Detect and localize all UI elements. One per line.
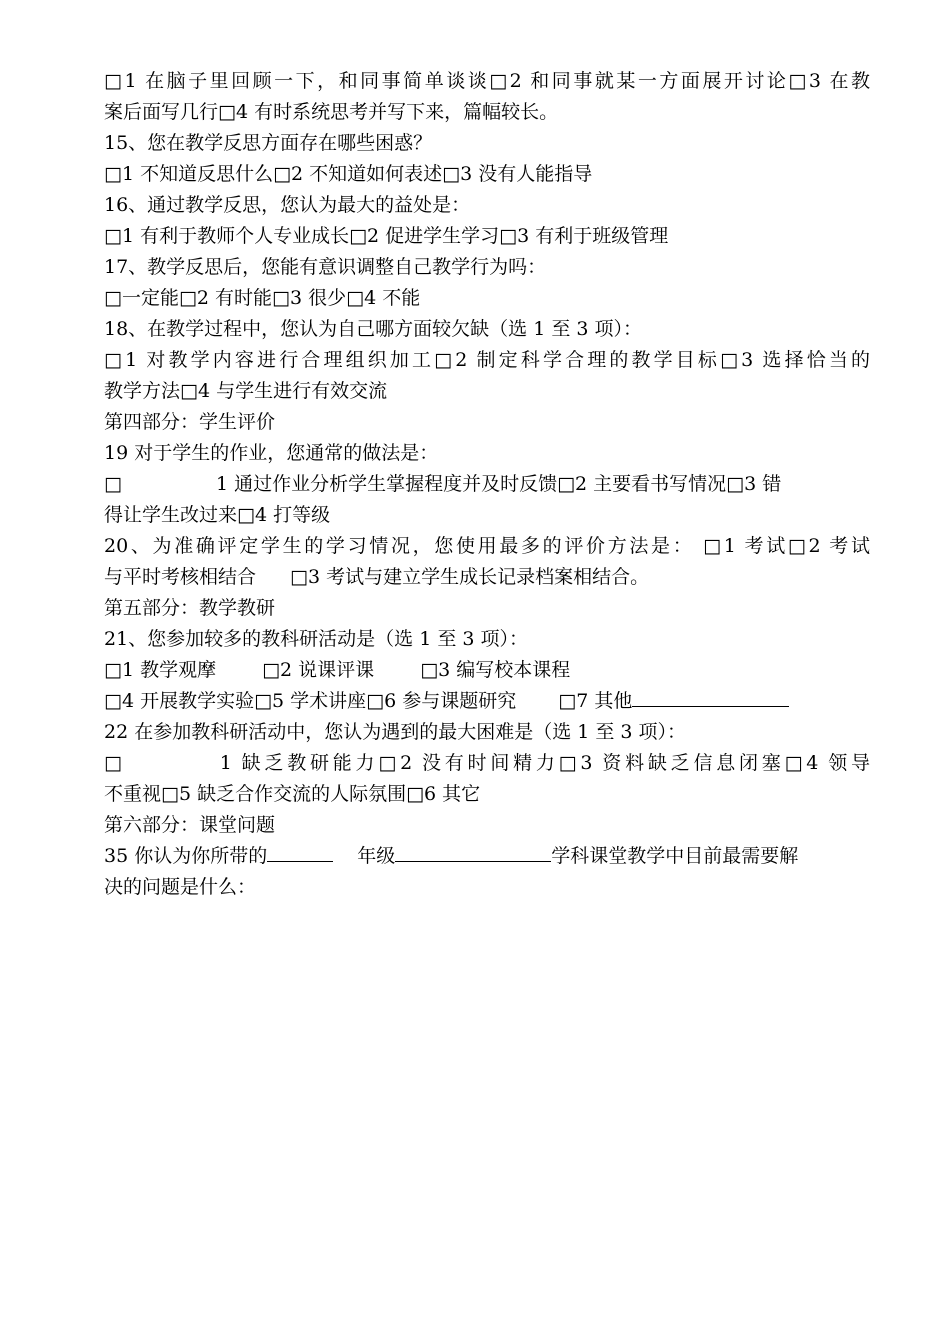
section-4-title: 第四部分：学生评价 [104,411,276,433]
option-20-2-cont: 与平时考核相结合 [104,566,257,588]
questionnaire-content [104,66,870,903]
question-18: 18、在教学过程中，您认为自己哪方面较欠缺（选 1 至 3 项）： [104,318,643,340]
grade-label: 年级 [357,845,396,867]
question-20: 20、为准确评定学生的学习情况，您使用最多的评价方法是： □1 考试□2 考试 [104,535,870,557]
question-19: 19 对于学生的作业，您通常的做法是： [104,442,439,464]
checkbox-glyph: □ [104,752,126,774]
question-21: 21、您参加较多的教科研活动是（选 1 至 3 项）： [104,628,529,650]
options-18-cont: 教学方法□4 与学生进行有效交流 [104,380,388,402]
option-21-1: □1 教学观摩 [104,659,217,681]
question-15: 15、您在教学反思方面存在哪些困惑？ [104,132,433,154]
section-6-title: 第六部分：课堂问题 [104,814,276,836]
question-35-text: 35 你认为你所带的 [104,845,268,867]
options-19 [104,469,870,500]
option-21-2: □2 说课评课 [262,659,375,681]
question-16: 16、通过教学反思，您认为最大的益处是： [104,194,471,216]
option-20-3: □3 考试与建立学生成长记录档案相结合。 [290,566,650,588]
question-35-text-cont: 学科课堂教学中目前最需要解 [551,845,799,867]
options-19-cont: 得让学生改过来□4 打等级 [104,504,331,526]
question-22: 22 在参加教科研活动中，您认为遇到的最大困难是（选 1 至 3 项）： [104,721,687,743]
options-15: □1 不知道反思什么□2 不知道如何表述□3 没有人能指导 [104,163,593,185]
subject-blank[interactable] [395,860,551,862]
answer-blank[interactable] [632,705,789,707]
option-21-7: □7 其他 [558,690,633,712]
question-35 [104,841,870,872]
options-21-4-6: □4 开展教学实验□5 学术讲座□6 参与课题研究 [104,690,517,712]
question-17: 17、教学反思后，您能有意识调整自己教学行为吗： [104,256,547,278]
options-16: □1 有利于教师个人专业成长□2 促进学生学习□3 有利于班级管理 [104,225,669,247]
options-18: □1 对教学内容进行合理组织加工□2 制定科学合理的教学目标□3 选择恰当的 [104,349,870,371]
text-line: □1 在脑子里回顾一下，和同事简单谈谈□2 和同事就某一方面展开讨论□3 在教 [104,70,870,92]
question-35-cont: 决的问题是什么： [104,876,257,898]
options-17: □一定能□2 有时能□3 很少□4 不能 [104,287,421,309]
text-line: 案后面写几行□4 有时系统思考并写下来，篇幅较长。 [104,101,559,123]
options-22 [104,748,870,779]
options-21-row2 [104,686,870,717]
section-5-title: 第五部分：教学教研 [104,597,276,619]
option-21-3: □3 编写校本课程 [420,659,571,681]
grade-blank[interactable] [267,860,333,862]
options-19-text: 1 通过作业分析学生掌握程度并及时反馈□2 主要看书写情况□3 错 [215,473,782,495]
options-22-text: 1 缺乏教研能力□2 没有时间精力□3 资料缺乏信息闭塞□4 领导 [219,752,870,774]
checkbox-glyph: □ [104,473,122,495]
options-22-cont: 不重视□5 缺乏合作交流的人际氛围□6 其它 [104,783,481,805]
question-20-cont [104,562,870,593]
options-21-row1 [104,655,870,686]
